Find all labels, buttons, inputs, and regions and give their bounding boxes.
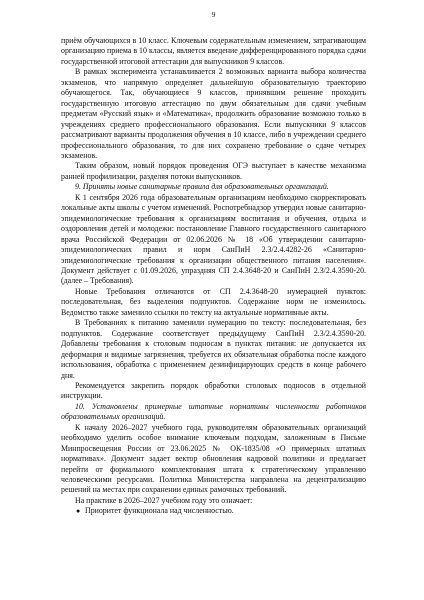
section-heading: 10. Установлены примерные штатные нормативы численности работников образовательных организаций. <box>61 401 366 422</box>
paragraph: Таким образом, новый порядок проведения ОГЭ выступает в качестве механизма ранней профилизации, разделяя потоки выпускников. <box>61 161 366 181</box>
list-item <box>61 506 366 516</box>
paragraph: К 1 сентября 2026 года образовательным организациям необходимо скорректировать локальные акты школы с учетом изменений. Роспотребнадзор утвердил новые санитарно-эпидемиологические требования к организациям воспитания и обучения, отдыха и оздоровления детей и молодежи: постановление Главного государственного санитарного врача Российской Федерации от 02.06.2026 № 18 «Об утверждении санитарно-эпидемиологических правил и норм СанПиН 2.3/2.4.4282-26 «Санитарно-эпидемиологические требования к организации общественного питания населения». Документ действует с 01.09.2026, упраздняя СП 2.4.3648-20 и СанПиН 2.3/2.4.3590-20. (далее – Требования). <box>61 192 366 286</box>
paragraph: Рекомендуется закрепить порядок обработки столовых подносов в отдельной инструкции. <box>61 380 366 401</box>
bullet-list <box>61 506 366 516</box>
paragraph: приём обучающихся в 10 класс. Ключевым содержательным изменением, затрагивающим организацию приема в 10 классы, является введение дифференцированного порядка сдачи государственной итоговой аттестации для выпускников 9 классов. <box>61 36 366 66</box>
paragraph: В Требованиях к питанию заменили нумерацию по тексту: последовательная, без подпунктов. Содержание соответствует предыдущему СанПиН 2.3/2.4.3590-20. Добавлены требования к столовым подносам в пунктах питания: не допускается их деформация и видимые загрязнения, требуется их обязательная обработка после каждого использования, обработка с применением дезинфицирующих средств в конце рабочего дня. <box>61 318 366 380</box>
section-heading: 9. Приняты новые санитарные правила для образовательных организаций. <box>75 182 329 192</box>
paragraph: На практике в 2026–2027 учебном году это означает: <box>75 495 253 505</box>
document-body <box>61 36 366 506</box>
paragraph: К началу 2026–2027 учебного года, руководителям образовательных организаций необходимо уделить особое внимание ключевым подходам, заложенным в Письме Минпросвещения России от 23.06.2025 № ОК-1835/08 «О примерных штатных нормативах». Документ задает вектор обновления кадровой политики и предлагает перейти от формального комплектования штата к стратегическому управлению человеческими ресурсами. Политика Министерства направлена на децентрализацию решений на местах при сохранении единых рамочных требований. <box>61 422 366 495</box>
bullet-icon: ● <box>76 507 81 516</box>
paragraph: В рамках эксперимента устанавливается 2 возможных варианта выбора количества экзаменов, что напрямую определяет дальнейшую образовательную траекторию обучающегося. Так, обучающиеся 9 классов, принявшим решение проходить государственную итоговую аттестацию по двум обязательным для сдачи учебным предметам «Русский язык» и «Математика», продолжить образование возможно только в учреждениях среднего профессионального образования. Если выпускники 9 классов рассматривают варианты продолжения обучения в 10 классе, либо в учреждении среднего профессионального образования, то для них сохранено требование о сдаче четырех экзаменов. <box>61 67 366 160</box>
paragraph: Новые Требования отличаются от СП 2.4.3648-20 нумерацией пунктов: последовательная, без выделения подпунктов. Содержание норм не изменилось. Ведомство также заменило ссылки по тексту на актуальные нормативные акты. <box>61 286 366 317</box>
list-item-text: Приоритет функционала над численностью. <box>85 506 234 516</box>
page-number: 9 <box>211 10 216 19</box>
